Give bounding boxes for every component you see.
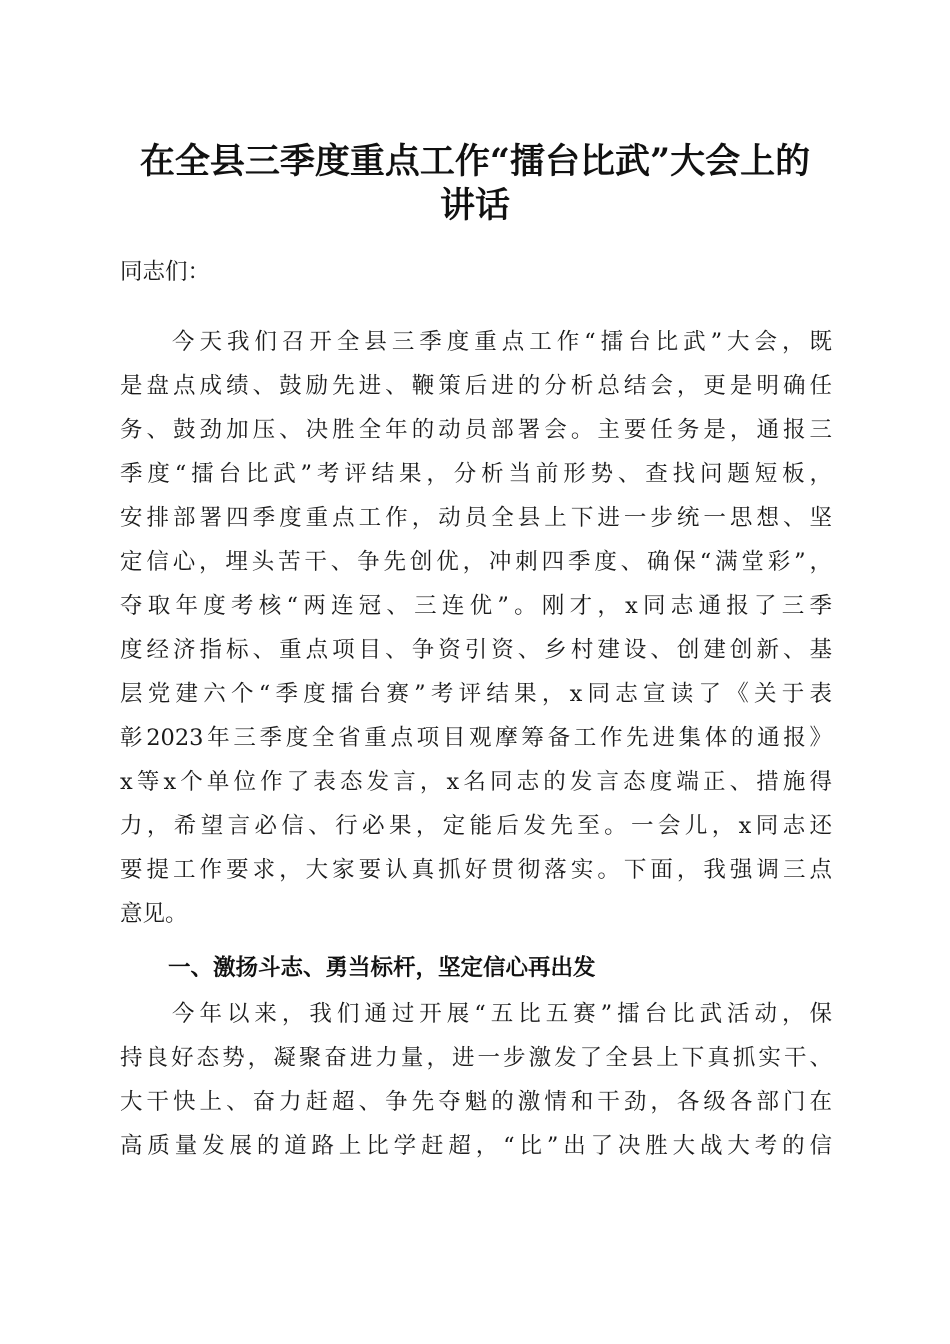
section-1-heading: 一、激扬斗志、勇当标杆，坚定信心再出发 bbox=[168, 955, 596, 981]
document-title-line-2: 讲话 bbox=[439, 185, 510, 226]
paragraph-1-line: 彰2023年三季度全省重点项目观摩筹备工作先进集体的通报》 bbox=[120, 725, 832, 751]
paragraph-1-line: 层党建六个“季度擂台赛”考评结果，x同志宣读了《关于表 bbox=[120, 681, 832, 707]
paragraph-1-line: x等x个单位作了表态发言，x名同志的发言态度端正、措施得 bbox=[120, 769, 832, 795]
paragraph-2-line: 大干快上、奋力赶超、争先夺魁的激情和干劲，各级各部门在 bbox=[120, 1089, 832, 1115]
paragraph-2-line: 持良好态势，凝聚奋进力量，进一步激发了全县上下真抓实干、 bbox=[120, 1045, 832, 1071]
document-title-line-1: 在全县三季度重点工作“擂台比武”大会上的 bbox=[139, 141, 811, 182]
paragraph-1-line: 要提工作要求，大家要认真抓好贯彻落实。下面，我强调三点 bbox=[120, 857, 832, 883]
paragraph-1-line: 度经济指标、重点项目、争资引资、乡村建设、创建创新、基 bbox=[120, 637, 832, 663]
salutation: 同志们： bbox=[120, 259, 211, 285]
paragraph-1-line: 今天我们召开全县三季度重点工作“擂台比武”大会，既 bbox=[172, 329, 832, 355]
paragraph-1-line: 夺取年度考核“两连冠、三连优”。刚才，x同志通报了三季 bbox=[120, 593, 832, 619]
paragraph-1-line: 定信心，埋头苦干、争先创优，冲刺四季度、确保“满堂彩”， bbox=[120, 549, 832, 575]
paragraph-2-line: 高质量发展的道路上比学赶超，“比”出了决胜大战大考的信 bbox=[120, 1133, 832, 1159]
paragraph-1-line: 季度“擂台比武”考评结果，分析当前形势、查找问题短板， bbox=[120, 461, 832, 487]
paragraph-1-line: 安排部署四季度重点工作，动员全县上下进一步统一思想、坚 bbox=[120, 505, 832, 531]
paragraph-2-line: 今年以来，我们通过开展“五比五赛”擂台比武活动，保 bbox=[172, 1001, 832, 1027]
paragraph-1-line: 务、鼓劲加压、决胜全年的动员部署会。主要任务是，通报三 bbox=[120, 417, 832, 443]
paragraph-1-line: 力，希望言必信、行必果，定能后发先至。一会儿，x同志还 bbox=[120, 813, 832, 839]
paragraph-1-line: 是盘点成绩、鼓励先进、鞭策后进的分析总结会，更是明确任 bbox=[120, 373, 832, 399]
paragraph-1-line: 意见。 bbox=[120, 901, 188, 927]
